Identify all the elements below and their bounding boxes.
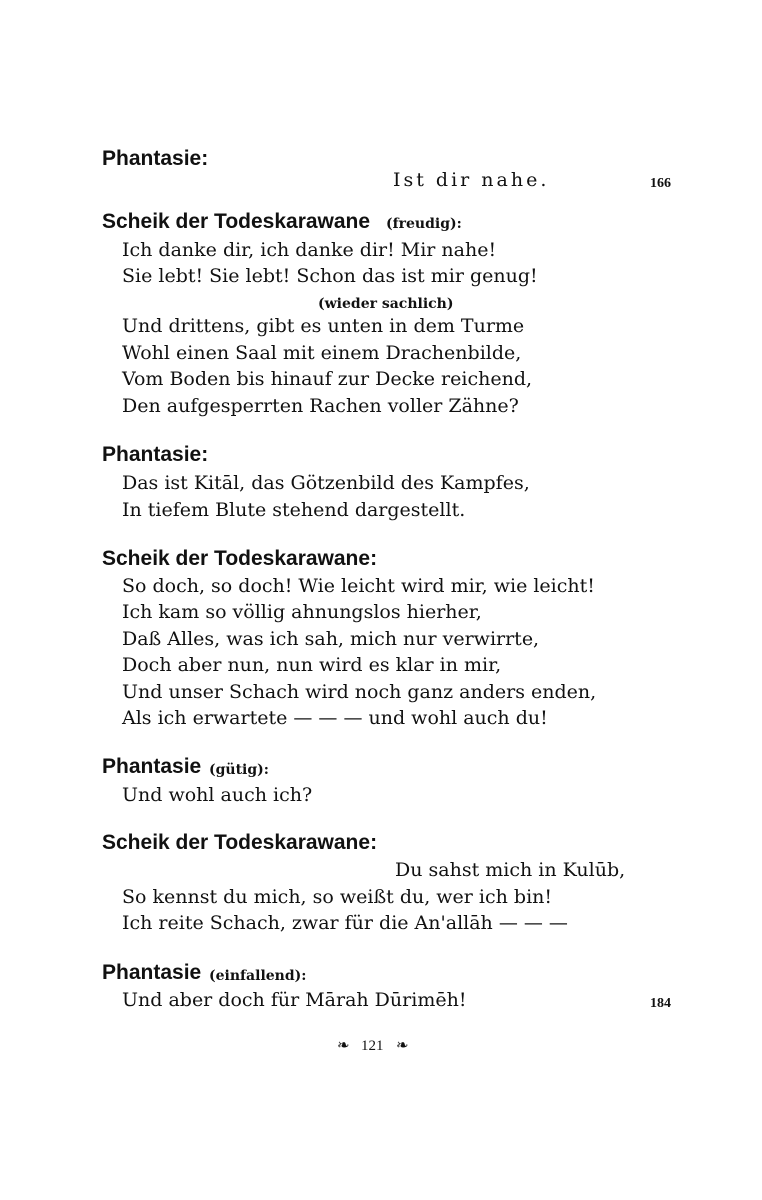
verse-line: Ist dir nahe. — [393, 169, 550, 191]
verse-line: Vom Boden bis hinauf zur Decke reichend, — [122, 368, 533, 390]
verse-line: Und drittens, gibt es unten in dem Turme — [122, 315, 525, 337]
ornament-right-icon: ❧ — [396, 1038, 409, 1054]
verse-line: Du sahst mich in Kulūb, — [395, 859, 626, 881]
verse-line: Ich danke dir, ich danke dir! Mir nahe! — [122, 239, 497, 261]
speaker-name: Phantasie — [102, 961, 202, 984]
verse-line: So doch, so doch! Wie leicht wird mir, wie leicht! — [122, 575, 595, 597]
verse-line: Ich kam so völlig ahnungslos hierher, — [122, 601, 482, 623]
verse-line: Wohl einen Saal mit einem Drachenbilde, — [122, 342, 522, 364]
verse-line: Als ich erwartete — — — und wohl auch du! — [122, 707, 548, 729]
speaker-name: Scheik der Todeskarawane — [102, 210, 371, 233]
verse-line: Doch aber nun, nun wird es klar in mir, — [122, 654, 502, 676]
verse-line: Das ist Kitāl, das Götzenbild des Kampfes, — [122, 472, 530, 494]
verse-line: In tiefem Blute stehend dargestellt. — [122, 499, 466, 521]
speaker-name: Phantasie: — [102, 147, 209, 170]
verse-line: Und wohl auch ich? — [122, 784, 313, 806]
verse-line: Sie lebt! Sie lebt! Schon das ist mir genug! — [122, 265, 538, 287]
speaker-name: Scheik der Todeskarawane: — [102, 547, 378, 570]
verse-line: Daß Alles, was ich sah, mich nur verwirrte, — [122, 628, 540, 650]
verse-line: Den aufgesperrten Rachen voller Zähne? — [122, 395, 519, 417]
line-number: 166 — [650, 176, 671, 191]
speaker-name: Scheik der Todeskarawane: — [102, 831, 378, 854]
verse-line: Und aber doch für Mārah Dūrimēh! — [122, 989, 467, 1011]
line-number: 184 — [650, 996, 671, 1011]
stage-direction: (freudig): — [386, 216, 462, 232]
verse-line: Und unser Schach wird noch ganz anders enden, — [122, 681, 597, 703]
stage-direction: (wieder sachlich) — [318, 296, 454, 312]
verse-line: Ich reite Schach, zwar für die An'allāh — — — — [122, 912, 568, 934]
page-number: 121 — [361, 1038, 384, 1054]
stage-direction: (gütig): — [209, 762, 269, 778]
speaker-name: Phantasie: — [102, 443, 209, 466]
ornament-left-icon: ❧ — [337, 1038, 350, 1054]
verse-line: So kennst du mich, so weißt du, wer ich bin! — [122, 886, 553, 908]
stage-direction: (einfallend): — [209, 968, 307, 984]
speaker-name: Phantasie — [102, 755, 202, 778]
